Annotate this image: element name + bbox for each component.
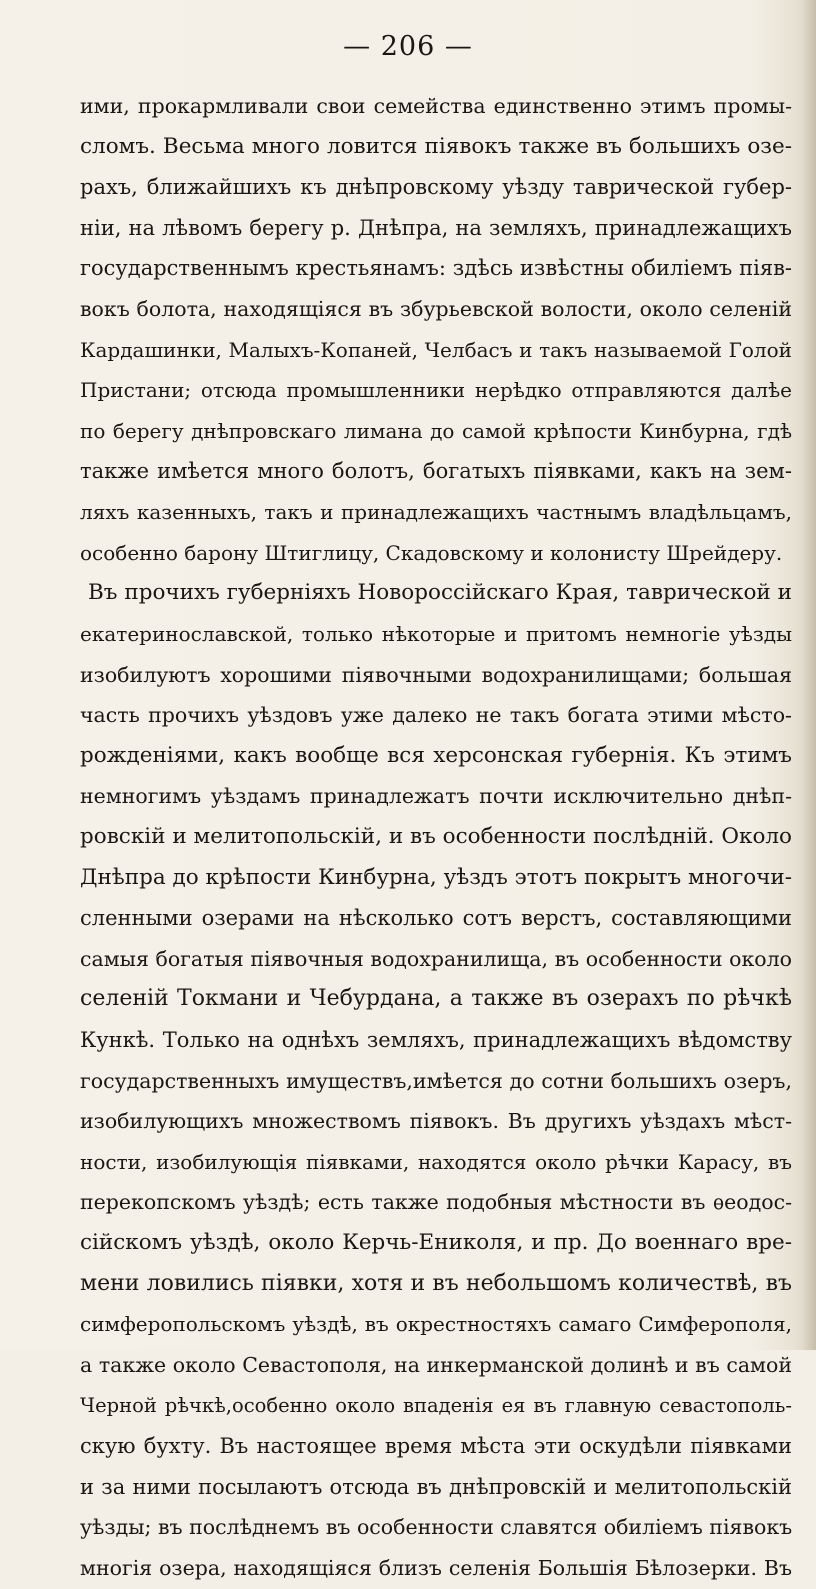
- text-line: Кункѣ. Только на однѣхъ земляхъ, принадлежащихъ вѣдомству: [80, 1028, 792, 1053]
- text-line: изобилуютъ хорошими піявочными водохранилищами; большая: [80, 662, 792, 687]
- text-line: государственныхъ имуществъ,имѣется до сотни большихъ озеръ,: [80, 1068, 792, 1093]
- text-line: Черной рѣчкѣ,особенно около впаденія ея въ главную севастополь-: [80, 1393, 792, 1417]
- body-text: [80, 86, 792, 1589]
- text-line: а также около Севастополя, на инкерманской долинѣ и въ самой: [80, 1352, 792, 1377]
- text-line: особенно барону Штиглицу, Скадовскому и колонисту Шрейдеру.: [80, 540, 783, 565]
- text-line: Пристани; отсюда промышленники нерѣдко отправляются далѣе: [80, 378, 792, 403]
- text-line: ими, прокармливали свои семейства единственно этимъ промы-: [80, 94, 792, 118]
- paragraph-start-line: Въ прочихъ губерніяхъ Новороссійскаго Края, таврической и: [88, 580, 792, 606]
- text-line: сломъ. Весьма много ловится піявокъ также въ большихъ озе-: [80, 133, 792, 159]
- text-line: перекопскомъ уѣздѣ; есть также подобныя мѣстности въ ѳеодос-: [80, 1190, 792, 1215]
- text-line: сленными озерами на нѣсколько сотъ верстъ, составляющими: [80, 906, 792, 931]
- text-line: государственнымъ крестьянамъ: здѣсь извѣстны обиліемъ піяв-: [80, 256, 792, 281]
- text-line: симферопольскомъ уѣздѣ, въ окрестностяхъ самаго Симферополя,: [80, 1312, 792, 1337]
- text-line: немногимъ уѣздамъ принадлежатъ почти исключительно днѣп-: [80, 784, 792, 809]
- text-line: уѣзды; въ послѣднемъ въ особенности славятся обиліемъ піявокъ: [80, 1515, 792, 1540]
- text-line: и за ними посылаютъ отсюда въ днѣпровскій и мелитопольскій: [80, 1474, 792, 1499]
- text-line: изобилующихъ множествомъ піявокъ. Въ другихъ уѣздахъ мѣст-: [80, 1109, 792, 1134]
- text-line: рахъ, ближайшихъ къ днѣпровскому уѣзду таврической губер-: [80, 175, 792, 200]
- text-line: ности, изобилующія піявками, находятся около рѣчки Карасу, въ: [80, 1149, 792, 1174]
- text-line: многія озера, находящіяся близъ селенія Большія Бѣлозерки. Въ: [80, 1555, 792, 1580]
- text-line: часть прочихъ уѣздовъ уже далеко не такъ богата этими мѣсто-: [80, 703, 792, 728]
- text-line: рожденіями, какъ вообще вся херсонская губернія. Къ этимъ: [80, 742, 792, 768]
- page-edge-shadow: [802, 0, 816, 1350]
- text-line: Днѣпра до крѣпости Кинбурна, уѣздъ этотъ покрытъ многочи-: [80, 864, 792, 890]
- text-line: Кардашинки, Малыхъ-Копаней, Челбасъ и такъ называемой Голой: [80, 337, 792, 362]
- text-line: селеній Токмани и Чебурдана, а также въ озерахъ по рѣчкѣ: [80, 986, 792, 1012]
- text-line: екатеринославской, только нѣкоторые и притомъ немногіе уѣзды: [80, 621, 792, 646]
- text-line: скую бухту. Въ настоящее время мѣста эти оскудѣли піявками: [80, 1434, 792, 1459]
- page-number: — 206 —: [343, 31, 473, 62]
- text-line: сійскомъ уѣздѣ, около Керчь-Ениколя, и пр. До военнаго вре-: [80, 1230, 792, 1256]
- text-line: ляхъ казенныхъ, такъ и принадлежащихъ частнымъ владѣльцамъ,: [80, 500, 792, 525]
- text-line: также имѣется много болотъ, богатыхъ піявками, какъ на зем-: [80, 459, 792, 484]
- text-line: самыя богатыя піявочныя водохранилища, въ особенности около: [80, 946, 792, 971]
- text-line: по берегу днѣпровскаго лимана до самой крѣпости Кинбурна, гдѣ: [80, 418, 792, 443]
- text-line: ровскій и мелитопольскій, и въ особенности послѣдній. Около: [80, 823, 792, 849]
- text-line: ніи, на лѣвомъ берегу р. Днѣпра, на земляхъ, принадлежащихъ: [80, 215, 792, 240]
- text-line: вокъ болота, находящіяся въ збурьевской волости, около селеній: [80, 297, 792, 322]
- text-line: мени ловились піявки, хотя и въ небольшомъ количествѣ, въ: [80, 1270, 792, 1296]
